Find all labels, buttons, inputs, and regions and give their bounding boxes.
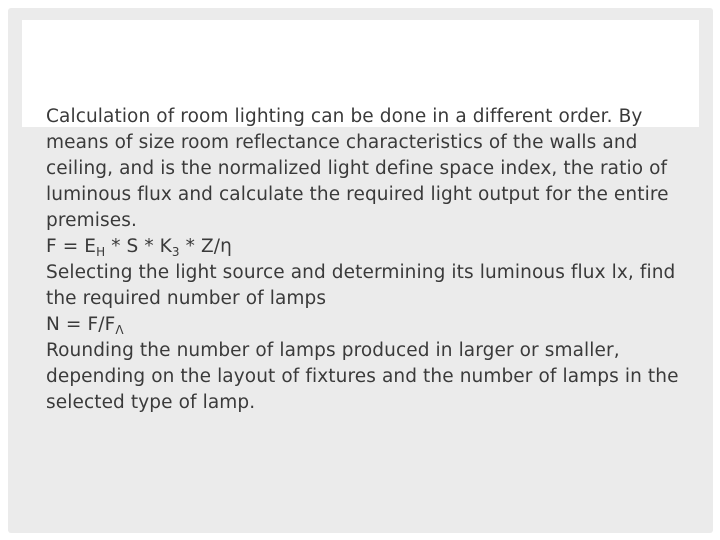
formula-number-of-lamps: [46, 312, 686, 338]
body-text: [46, 104, 686, 416]
formula2-subscript-lambda: Λ: [115, 323, 124, 337]
formula-luminous-flux: [46, 234, 686, 260]
paragraph-rounding: Rounding the number of lamps produced in larger or smaller, depending on the layout of fixtures and the number of lamps in the selected type of lamp.: [46, 340, 679, 413]
formula1-mid: * S * K: [105, 236, 172, 257]
formula1-lhs: F = E: [46, 236, 97, 257]
paragraph-calculation: Calculation of room lighting can be done in a different order. By means of size room reflectance characteristics of the walls and ceiling, and is the normalized light define space index, the ratio of luminous flux and calculate the required light output for the entire premises.: [46, 106, 669, 231]
formula1-subscript-h: H: [96, 245, 106, 259]
paragraph-light-source: Selecting the light source and determining its luminous flux lx, find the required number of lamps: [46, 262, 676, 309]
formula1-rest: * Z/η: [179, 236, 232, 257]
formula2-lhs: N = F/F: [46, 314, 116, 335]
formula1-subscript-3: 3: [171, 245, 180, 259]
